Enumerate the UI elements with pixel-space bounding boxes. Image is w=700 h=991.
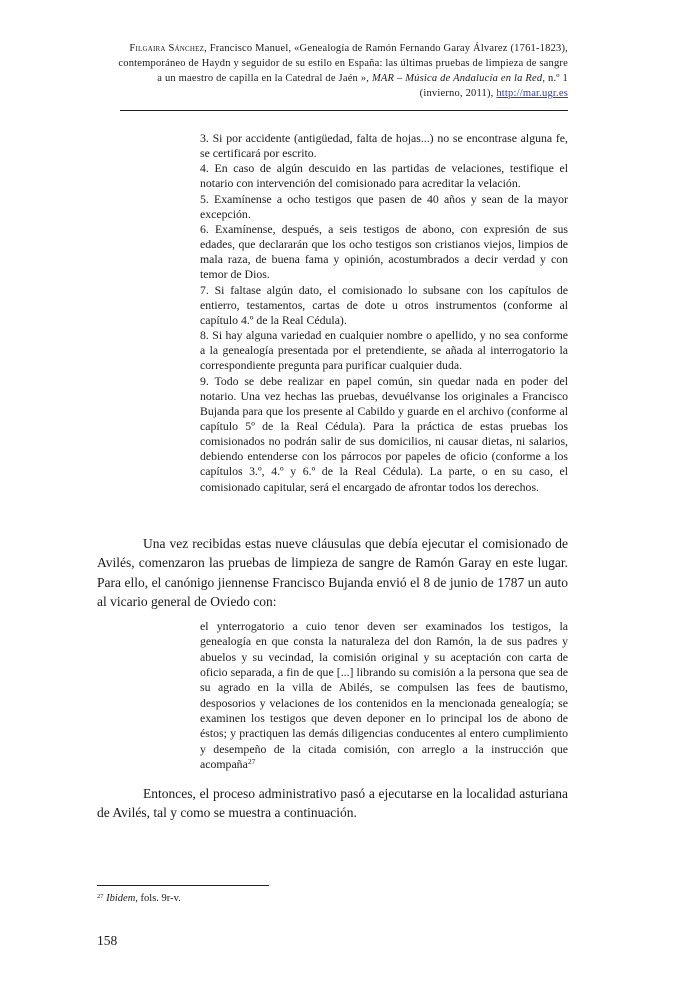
clause-3: 3. Si por accidente (antigüedad, falta de hojas...) no se encontrase alguna fe, se certificará por escrito. xyxy=(200,131,568,161)
quote-text: el ynterrogatorio a cuio tenor deven ser examinados los testigos, la genealogía en que consta la naturaleza del don Ramón, la de sus padres y abuelos y su vecindad, la comisión original y su aceptación con carta de oficio separada, a fin de que [...] librando su comisión a la persona que sea de su agrado en la villa de Abilés, se compulsen las fees de bautismo, desposorios y velaciones de los contenidos en la mencionada genealogía; se examinen los testigos que deven deponer en lo principal los de abono de éstos; y practiquen las demás diligencias conducentes al entero cumplimiento y desempeño de la citada comisión, con arreglo a la instrucción que acompaña xyxy=(200,619,568,772)
clause-7: 7. Si faltase algún dato, el comisionado lo subsane con los capítulos de entierro, testamentos, cartas de dote u otros instrumentos (conforme al capítulo 4.º de la Real Cédula). xyxy=(200,282,568,327)
clause-8: 8. Si hay alguna variedad en cualquier nombre o apellido, y no sea conforme a la genealogía presentada por el pretendiente, se añada al interrogatorio la correspondiente pregunta para purificar cualquier duda. xyxy=(200,328,568,373)
header-issue: , n.º 1 (invierno, 2011), xyxy=(419,73,568,99)
header-journal: MAR – Música de Andalucía en la Red xyxy=(371,73,543,84)
clause-4: 4. En caso de algún descuido en las partidas de velaciones, testifique el notario con intervención del comisionado para acreditar la velación. xyxy=(200,161,568,191)
header-citation: , Francisco Manuel, «Genealogía de Ramón Fernando Garay Álvarez (1761-1823), contemporáneo de Haydn y seguidor de su estilo en España: las últimas pruebas de limpieza de sangre a un maestro de capilla en la Catedral de Jaén », xyxy=(118,43,568,84)
header-url-link[interactable]: http://mar.ugr.es xyxy=(496,88,568,99)
footnote-number: 27 xyxy=(97,893,104,900)
footnote-text: , fols. 9r-v. xyxy=(135,893,181,904)
running-header xyxy=(118,41,568,101)
clause-6: 6. Examínense, después, a seis testigos de abono, con expresión de sus edades, que declararán que los ocho testigos son cristianos viejos, limpios de mala raza, de buena fama y opinión, acostumbrados a decir verdad y con temor de Dios. xyxy=(200,221,568,282)
clause-5: 5. Examínense a ocho testigos que pasen de 40 años y sean de la mayor excepción. xyxy=(200,191,568,221)
page-number: 158 xyxy=(97,933,118,948)
header-divider xyxy=(120,110,568,111)
footnote xyxy=(97,893,181,904)
body-paragraph-2: Entonces, el proceso administrativo pasó a ejecutarse en la localidad asturiana de Avilés, tal y como se muestra a continuación. xyxy=(97,786,568,821)
clause-list xyxy=(200,131,568,495)
block-quote xyxy=(200,619,568,772)
footnote-source: Ibidem xyxy=(106,893,136,904)
footnote-ref-27[interactable]: 27 xyxy=(247,757,256,767)
body-paragraph-1: Una vez recibidas estas nueve cláusulas que debía ejecutar el comisionado de Avilés, comenzaron las pruebas de limpieza de sangre de Ramón Garay en este lugar. Para ello, el canónigo jiennense Francisco Bujanda envió el 8 de junio de 1787 un auto al vicario general de Oviedo con: xyxy=(97,536,568,610)
footnote-divider xyxy=(97,885,269,886)
header-author: Filgaira Sánchez xyxy=(129,43,205,54)
clause-9: 9. Todo se debe realizar en papel común, sin quedar nada en poder del notario. Una vez hechas las pruebas, devuélvanse los originales a Francisco Bujanda para que los presente al Cabildo y guarde en el archivo (conforme al capítulo 5º de la Real Cédula). Para la práctica de estas pruebas los comisionados no podrán salir de sus domicilios, ni causar dietas, ni salarios, debiendo entenderse con los párrocos por papeles de oficio (conforme a los capítulos 3.º, 4.º y 6.º de la Real Cédula). La parte, o en su caso, el comisionado capitular, será el encargado de afrontar todos los derechos. xyxy=(200,373,568,494)
